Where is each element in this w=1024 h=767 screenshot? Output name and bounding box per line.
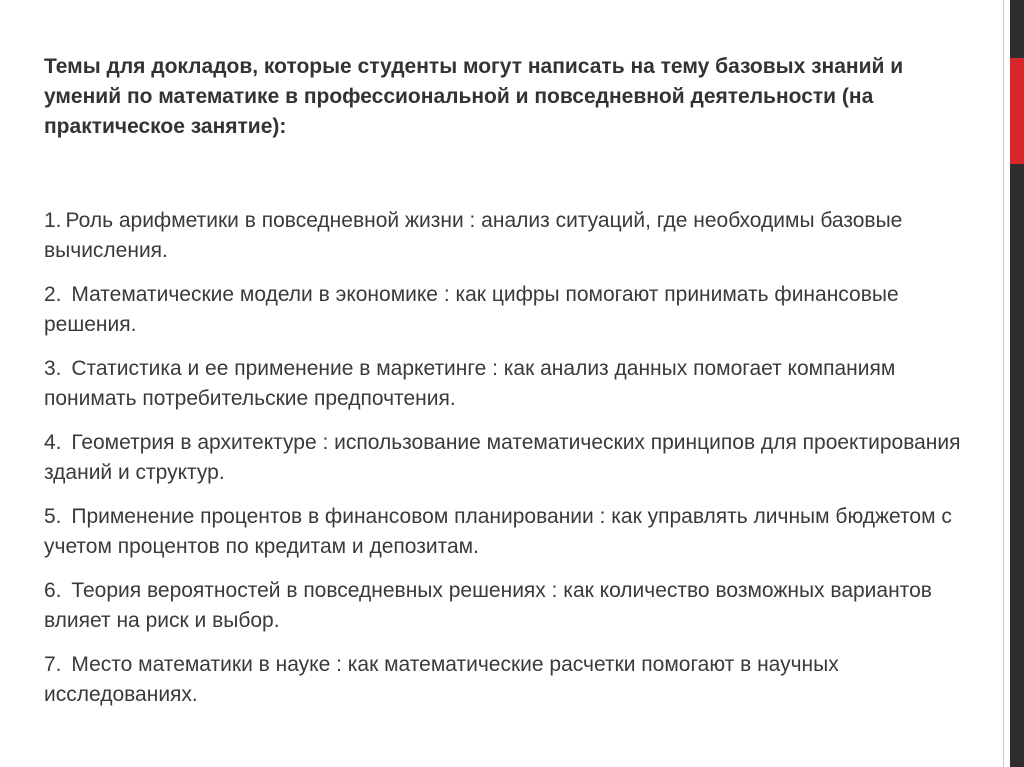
topic-item-5 xyxy=(44,502,964,562)
edge-red-accent xyxy=(1010,58,1024,164)
topic-item-3 xyxy=(44,354,964,414)
topic-text: Место математики в науке : как математические расчетки помогают в научных исследованиях. xyxy=(44,653,839,706)
topic-text: Применение процентов в финансовом планировании : как управлять личным бюджетом с учетом процентов по кредитам и депозитам. xyxy=(44,505,952,558)
topic-list xyxy=(44,206,964,724)
topic-text: Математические модели в экономике : как цифры помогают принимать финансовые решения. xyxy=(44,283,899,336)
topic-number: 7. xyxy=(44,653,62,676)
topic-item-6 xyxy=(44,576,964,636)
topic-number: 5. xyxy=(44,505,62,528)
topic-item-1 xyxy=(44,206,964,266)
edge-divider-line xyxy=(1003,0,1004,767)
topic-text: Теория вероятностей в повседневных решениях : как количество возможных вариантов влияет на риск и выбор. xyxy=(44,579,932,632)
topic-number: 6. xyxy=(44,579,62,602)
topic-item-7 xyxy=(44,650,964,710)
topic-item-2 xyxy=(44,280,964,340)
topic-text: Геометрия в архитектуре : использование математических принципов для проектирования зданий и структур. xyxy=(44,431,961,484)
topic-number: 4. xyxy=(44,431,62,454)
topic-number: 3. xyxy=(44,357,62,380)
topic-text: Роль арифметики в повседневной жизни : анализ ситуаций, где необходимы базовые вычисления. xyxy=(44,209,903,262)
topic-number: 2. xyxy=(44,283,62,306)
topic-text: Статистика и ее применение в маркетинге : как анализ данных помогает компаниям понимать потребительские предпочтения. xyxy=(44,357,896,410)
topic-number: 1. xyxy=(44,209,62,232)
slide-title: Темы для докладов, которые студенты могут написать на тему базовых знаний и умений по математике в профессиональной и повседневной деятельности (на практическое занятие): xyxy=(44,55,904,138)
topic-item-4 xyxy=(44,428,964,488)
